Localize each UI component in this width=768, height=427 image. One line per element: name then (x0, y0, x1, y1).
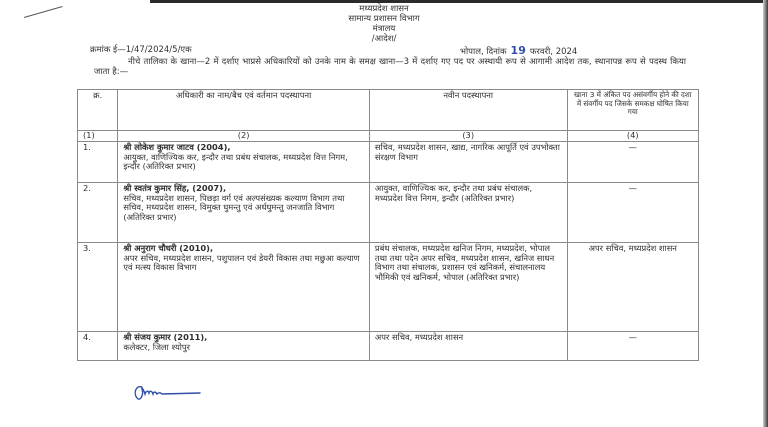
scan-right-edge (763, 0, 768, 427)
col-header-new-posting: नवीन पदस्थापना (369, 90, 567, 131)
current-posting: आयुक्त, वाणिज्यिक कर, इन्दौर तथा प्रबंध संचालक, मध्यप्रदेश वित्त निगम, इन्दौर (अतिरिक्त प्रभार) (123, 151, 348, 172)
equivalent-post: अपर सचिव, मध्यप्रदेश शासन (567, 243, 698, 332)
govt-title: मध्यप्रदेश शासन (359, 4, 409, 14)
table-header-row (78, 90, 699, 131)
month-year: फरवरी, 2024 (529, 47, 578, 57)
officer-cell (118, 243, 370, 332)
current-posting: सचिव, मध्यप्रदेश शासन, पिछड़ा वर्ग एवं अल्पसंख्यक कल्याण विभाग तथा सचिव, मध्यप्रदेश शासन, विमुक्त घुमन्तु एवं अर्धघुमन्तु जनजाति विभाग (अतिरिक्त प्रभार) (123, 192, 345, 222)
officer-name: श्री स्वतंत्र कुमार सिंह, (2007), (123, 183, 227, 193)
col-header-equivalent: खाना 3 में अंकित पद असंवर्गीय होने की दशा में संवर्गीय पद जिसके समकक्ष घोषित किया गया (567, 90, 698, 131)
officer-name: श्री संजय कुमार (2011), (123, 332, 208, 342)
col-number: (1) (78, 131, 118, 142)
intro-paragraph (94, 58, 686, 77)
table-row (78, 142, 699, 183)
col-header-officer: अधिकारी का नाम/बैच एवं वर्तमान पदस्थापना (118, 90, 370, 131)
officer-cell (118, 142, 370, 183)
new-posting: अपर सचिव, मध्यप्रदेश शासन (369, 332, 567, 361)
row-sn: 1. (78, 142, 118, 183)
officer-name: श्री लोकेश कुमार जाटव (2004), (123, 142, 231, 152)
table-row (78, 332, 699, 361)
new-posting: आयुक्त, वाणिज्यिक कर, इन्दौर तथा प्रबंध संचालक, मध्यप्रदेश वित्त निगम, इन्दौर (अतिरिक्त प्रभार) (369, 183, 567, 243)
office-title: मंत्रालय (372, 24, 396, 34)
place-label: भोपाल, दिनांक (460, 47, 507, 57)
column-number-row (78, 131, 699, 142)
officer-cell (118, 183, 370, 243)
scan-top-edge (150, 0, 768, 3)
col-number: (2) (118, 131, 370, 142)
row-sn: 4. (78, 332, 118, 361)
table-row (78, 183, 699, 243)
current-posting: अपर सचिव, मध्यप्रदेश शासन, पशुपालन एवं डेयरी विकास तथा मछुआ कल्याण एवं मत्स्य विकास विभाग (123, 252, 360, 273)
intro-text: नीचे तालिका के खाना—2 में दर्शाए भाप्रसे अधिकारियों को उनके नाम के समक्ष खाना—3 में दर्शाए गए पद पर अस्थायी रूप से आगामी आदेश तक, स्थानापन्न रूप से पदस्थ किया जाता है:— (94, 57, 686, 77)
col-number: (3) (369, 131, 567, 142)
new-posting: सचिव, मध्यप्रदेश शासन, खाद्य, नागरिक आपूर्ति एवं उपभोक्ता संरक्षण विभाग (369, 142, 567, 183)
current-posting: कलेक्टर, जिला श्योपुर (123, 341, 191, 352)
handwritten-day: 19 (510, 44, 526, 57)
place-date (460, 44, 577, 57)
equivalent-post: — (567, 332, 698, 361)
col-number: (4) (567, 131, 698, 142)
table-row (78, 243, 699, 332)
order-number: क्रमांक ई—1/47/2024/5/एक (90, 45, 192, 55)
signature-icon (130, 381, 205, 409)
equivalent-post: — (567, 183, 698, 243)
officer-name: श्री अनुराग चौधरी (2010), (123, 243, 214, 253)
col-header-sn: क्र. (78, 90, 118, 131)
equivalent-post: — (567, 142, 698, 183)
new-posting: प्रबंध संचालक, मध्यप्रदेश खनिज निगम, मध्यप्रदेश, भोपाल तथा तथा पदेन अपर सचिव, मध्यप्रदेश शासन, खनिज साधन विभाग तथा संचालक, प्रशासन एवं खनिकर्म, संचालनालय भौमिकी एवं खनिकर्म, भोपाल (अतिरिक्त प्रभार) (369, 243, 567, 332)
row-sn: 2. (78, 183, 118, 243)
officer-cell (118, 332, 370, 361)
row-sn: 3. (78, 243, 118, 332)
transfer-table (77, 89, 699, 361)
department-title: सामान्य प्रशासन विभाग (348, 14, 420, 24)
doc-type: /आदेश/ (371, 34, 397, 44)
